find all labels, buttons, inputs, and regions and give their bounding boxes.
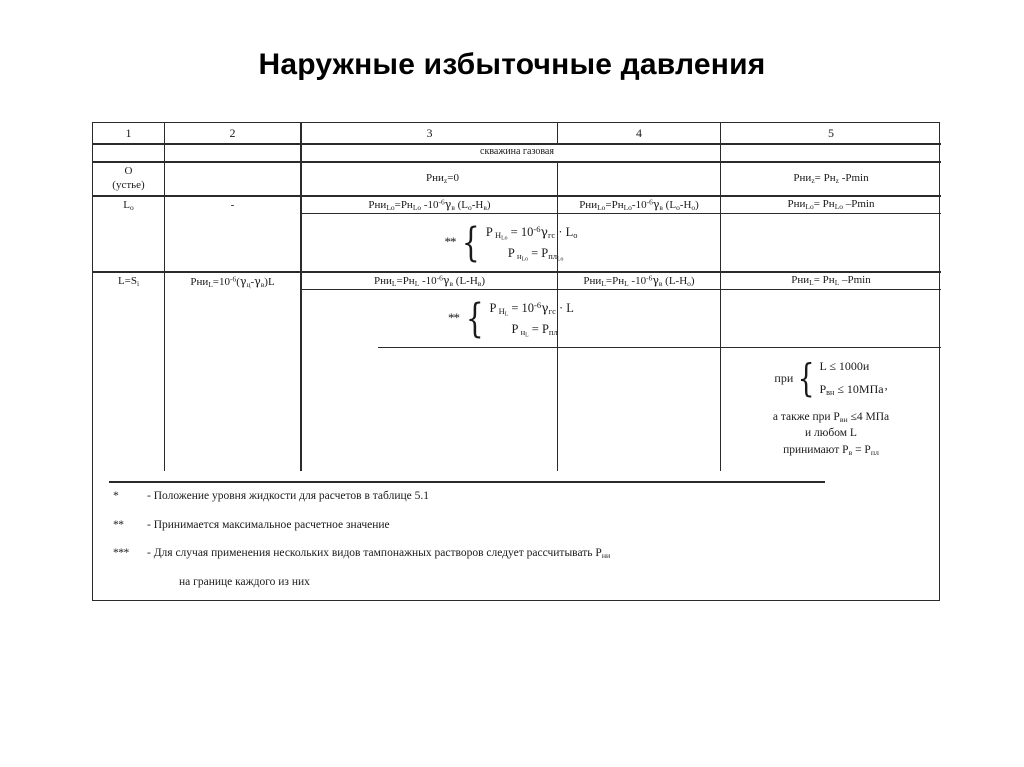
row-l-brace-stars: ** (448, 310, 460, 326)
conditions-brace-icon: { (797, 356, 815, 401)
row-lo-brace-line2: P $_{н_{Lo}} = P_{пл_{Lo}}$ (507, 245, 564, 263)
row-lo-col5: $Рни_{Lo}= Рн_{Lo}$ –Pmin (787, 198, 875, 212)
rule-above-footnotes (109, 481, 825, 483)
footnote-text: - Принимается максимальное расчетное значение (147, 518, 390, 531)
footnote-continuation: на границе каждого из них (179, 575, 310, 588)
row-l-brace-line2: P $_{н_L} = P_{пл}$ (511, 321, 558, 339)
row-ustye-depth-line1: О (124, 164, 133, 177)
row-lo-col2: - (230, 199, 235, 212)
col-header-5: 5 (828, 125, 834, 140)
row-lo-col3: $Рни_{Lo}=Рн_{Lo}$ $-10^{-6}\gamma_в$ $(L_o-H_в)$ (368, 197, 491, 212)
footnote-item (109, 491, 909, 503)
row-lo-brace-icon: { (462, 219, 481, 266)
footnote-item (109, 520, 909, 532)
conditions-block (727, 358, 935, 459)
footnote-text: - Положение уровня жидкости для расчетов в таблице 5.1 (147, 490, 429, 502)
category-row-label: скважина газовая (480, 146, 554, 158)
conditions-comma: , (884, 378, 888, 393)
row-lo-col4: $Рни_{Lo}=Рн_{Lo}-10^{-6}\gamma_в$ $(L_o-H_o)$ (579, 197, 699, 212)
conditions-tail-line2: и любом L (805, 427, 857, 440)
col-header-3: 3 (426, 125, 433, 140)
footnote-text: - Для случая применения нескольких видов тампонажных растворов следует рассчитывать $P_{ни}$ (147, 547, 611, 561)
row-l-brace-icon: { (465, 295, 484, 342)
footnotes (109, 491, 909, 588)
footnote-mark: *** (113, 547, 129, 559)
rule-above-conditions (378, 347, 941, 348)
col-header-4: 4 (636, 125, 642, 140)
conditions-tail-line1: а также при $P_{вн} \le 4$ МПа (772, 410, 890, 424)
col-header-2: 2 (229, 125, 236, 140)
conditions-inequalities (727, 358, 935, 399)
page-title: Наружные избыточные давления (258, 48, 766, 81)
condition-1: L ≤ 1000и (819, 359, 870, 373)
row-l-col2: $Рни_L=10^{-6}(\gamma_ц-\gamma_в)L$ (190, 274, 275, 289)
row-l-col3: $Рни_L=Рн_L$ $-10^{-6}\gamma_в$ $(L-H_в)$ (374, 273, 485, 288)
footnote-item (109, 548, 909, 560)
row-lo-brace-stars: ** (444, 234, 456, 250)
conditions-prefix: при (774, 370, 794, 385)
footnote-mark: ** (113, 518, 124, 531)
row-lo-brace-block (302, 215, 720, 270)
row-l-col4: $Рни_L=Рн_L$ $-10^{-6}\gamma_в$ $(L-H_o)$ (583, 273, 695, 288)
conditions-tail (727, 409, 935, 459)
row-ustye-depth-line2: (устье) (112, 178, 145, 191)
row-l-depth: $L=S_i$ (117, 275, 140, 289)
col-header-1: 1 (125, 125, 132, 140)
row-l-col5: $Рни_L= Рн_L$ –Pmin (791, 274, 871, 288)
condition-2: $P_{вн} \le 10МПа$ (819, 382, 884, 398)
pressure-table (92, 122, 940, 601)
footnote-mark: * (113, 490, 119, 502)
conditions-tail-line3: принимают $P_в = P_{пл}$ (783, 444, 879, 458)
row-ustye-formula-merged: Рни$_z$=0 (426, 171, 459, 185)
row-ustye-col5: $Рни_z= Рн_z$ -Pmin (793, 171, 869, 185)
row-l-brace-block (302, 291, 720, 346)
row-l-brace-line1: P $_{H_L} = 10^{-6}\gamma_{гc} \cdot L$ (489, 299, 574, 318)
row-ustye-depth (93, 162, 164, 195)
row-lo-depth: $L_o$ (123, 199, 134, 213)
row-lo-brace-line1: P $_{H_{Lo}} = 10^{-6}\gamma_{гc} \cdot L_o$ (485, 223, 578, 242)
